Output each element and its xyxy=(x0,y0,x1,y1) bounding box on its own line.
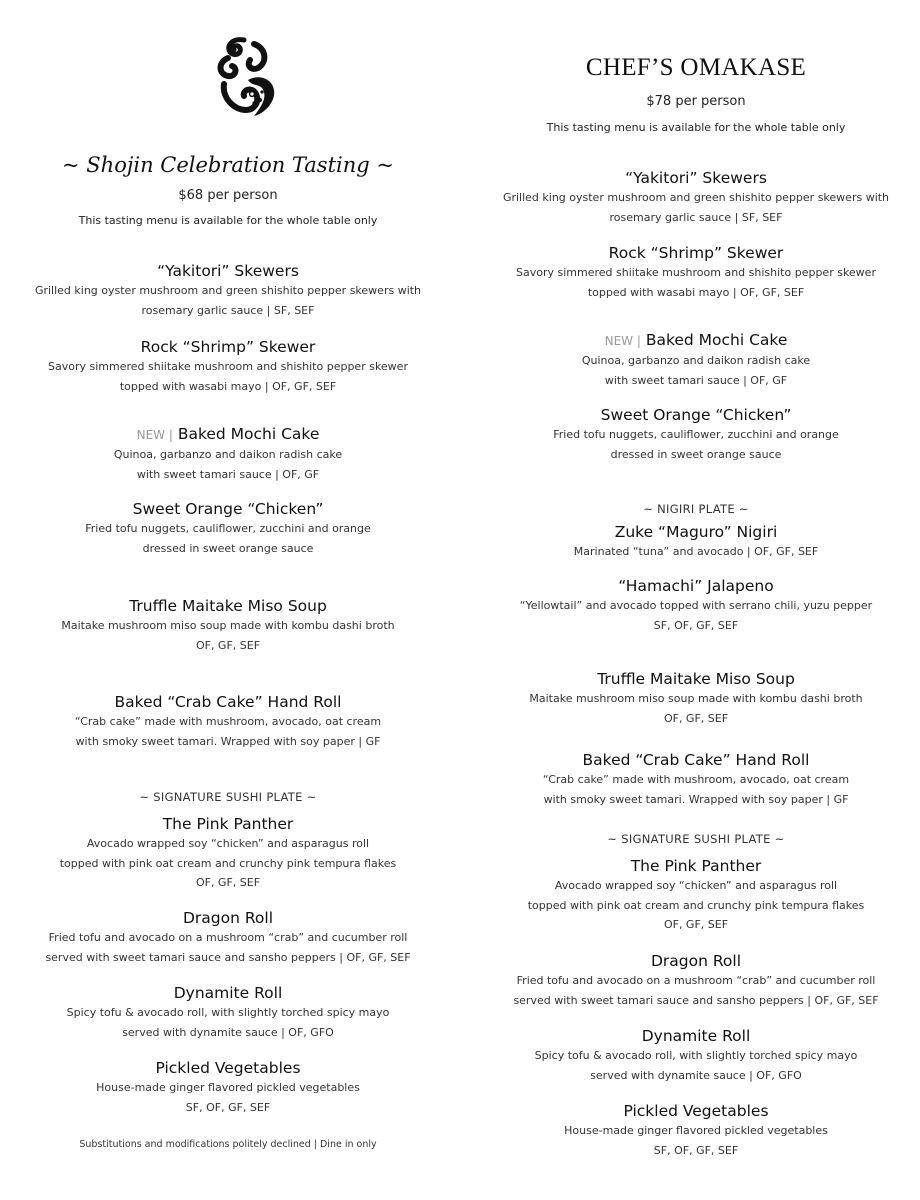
menu-item xyxy=(480,951,912,1010)
item-description: topped with pink oat cream and crunchy pink tempura flakes xyxy=(59,856,397,870)
item-description: Quinoa, garbanzo and daikon radish cake xyxy=(113,448,343,461)
item-name: The Pink Panther xyxy=(162,815,294,833)
item-description: OF, GF, SEF xyxy=(663,918,729,931)
menu-item xyxy=(480,576,912,635)
item-name: Pickled Vegetables xyxy=(155,1059,301,1077)
item-description: SF, OF, GF, SEF xyxy=(653,1143,739,1157)
item-description: OF, GF, SEF xyxy=(195,638,261,652)
menu-item xyxy=(480,856,912,935)
item-name: Truffle Maitake Miso Soup xyxy=(597,670,795,688)
item-description: Maitake mushroom miso soup made with kombu dashi broth xyxy=(61,619,395,632)
menu-item xyxy=(18,261,438,320)
menu-note: This tasting menu is available for the whole table only xyxy=(546,121,846,134)
item-description: Fried tofu nuggets, cauliflower, zucchini and orange xyxy=(85,522,371,535)
item-description: with sweet tamari sauce | OF, GF xyxy=(136,467,320,481)
item-description: Savory simmered shiitake mushroom and shishito pepper skewer xyxy=(516,266,876,279)
item-name: Dynamite Roll xyxy=(641,1027,751,1045)
item-description: dressed in sweet orange sauce xyxy=(142,541,314,555)
item-description: with sweet tamari sauce | OF, GF xyxy=(604,373,788,387)
item-name: Dynamite Roll xyxy=(173,984,283,1002)
menu-item xyxy=(480,405,912,464)
menu-price: $68 per person xyxy=(178,188,278,203)
menu-price: $78 per person xyxy=(646,94,746,109)
menu-item xyxy=(18,908,438,967)
item-description: SF, OF, GF, SEF xyxy=(185,1100,271,1114)
item-description: rosemary garlic sauce | SF, SEF xyxy=(141,303,315,317)
section-heading-sushi: ~ SIGNATURE SUSHI PLATE ~ xyxy=(139,790,317,804)
menu-item xyxy=(18,983,438,1042)
item-description: “Crab cake” made with mushroom, avocado, oat cream xyxy=(74,715,382,728)
menu-title: CHEF’S OMAKASE xyxy=(585,54,807,81)
restaurant-logo-icon xyxy=(214,36,280,118)
menu-item xyxy=(480,522,912,562)
item-description: “Yellowtail” and avocado topped with serrano chili, yuzu pepper xyxy=(519,599,873,612)
section-heading-nigiri: ~ NIGIRI PLATE ~ xyxy=(643,502,749,516)
item-description: served with dynamite sauce | OF, GFO xyxy=(590,1068,802,1082)
menu-item xyxy=(480,168,912,227)
item-name: The Pink Panther xyxy=(630,857,762,875)
item-description: Savory simmered shiitake mushroom and shishito pepper skewer xyxy=(48,360,408,373)
item-description: Fried tofu and avocado on a mushroom “crab” and cucumber roll xyxy=(516,974,876,987)
item-name: “Yakitori” Skewers xyxy=(157,262,299,280)
item-name: Rock “Shrimp” Skewer xyxy=(140,338,316,356)
item-name: Dragon Roll xyxy=(182,909,274,927)
menu-item xyxy=(18,692,438,751)
item-description: Fried tofu nuggets, cauliflower, zucchini and orange xyxy=(553,428,839,441)
item-description: dressed in sweet orange sauce xyxy=(610,447,782,461)
menu-item xyxy=(480,330,912,390)
item-name: Rock “Shrimp” Skewer xyxy=(608,244,784,262)
item-description: Avocado wrapped soy “chicken” and asparagus roll xyxy=(554,879,838,892)
new-badge: NEW | xyxy=(136,428,173,442)
item-name: Zuke “Maguro” Nigiri xyxy=(614,523,778,541)
item-description: topped with pink oat cream and crunchy pink tempura flakes xyxy=(527,898,865,912)
section-heading-sushi: ~ SIGNATURE SUSHI PLATE ~ xyxy=(607,832,785,846)
item-description: Spicy tofu & avocado roll, with slightly torched spicy mayo xyxy=(534,1049,858,1062)
item-name: Baked “Crab Cake” Hand Roll xyxy=(114,693,342,711)
item-name: Baked Mochi Cake xyxy=(177,425,320,443)
menu-footer: Substitutions and modifications politely declined | Dine in only xyxy=(79,1139,377,1150)
item-name: Truffle Maitake Miso Soup xyxy=(129,597,327,615)
menu-item xyxy=(18,814,438,893)
item-description: “Crab cake” made with mushroom, avocado, oat cream xyxy=(542,773,850,786)
menu-item xyxy=(18,499,438,558)
item-description: Marinated “tuna” and avocado | OF, GF, SEF xyxy=(573,545,819,558)
item-description: served with dynamite sauce | OF, GFO xyxy=(122,1025,334,1039)
item-description: Fried tofu and avocado on a mushroom “crab” and cucumber roll xyxy=(48,931,408,944)
menu-item xyxy=(480,669,912,728)
item-description: Grilled king oyster mushroom and green shishito pepper skewers with xyxy=(34,284,422,297)
item-description: OF, GF, SEF xyxy=(663,711,729,725)
item-description: Quinoa, garbanzo and daikon radish cake xyxy=(581,354,811,367)
item-description: Spicy tofu & avocado roll, with slightly torched spicy mayo xyxy=(66,1006,390,1019)
item-description: House-made ginger flavored pickled vegetables xyxy=(96,1081,360,1094)
item-description: served with sweet tamari sauce and sansho peppers | OF, GF, SEF xyxy=(513,993,879,1007)
item-name: Sweet Orange “Chicken” xyxy=(600,406,792,424)
item-description: topped with wasabi mayo | OF, GF, SEF xyxy=(119,379,337,393)
item-name: “Hamachi” Jalapeno xyxy=(618,577,774,595)
item-name: Pickled Vegetables xyxy=(623,1102,769,1120)
menu-item xyxy=(480,243,912,302)
item-description: House-made ginger flavored pickled vegetables xyxy=(564,1124,828,1137)
item-description: SF, OF, GF, SEF xyxy=(653,618,739,632)
new-badge: NEW | xyxy=(604,334,641,348)
item-description: Avocado wrapped soy “chicken” and asparagus roll xyxy=(86,837,370,850)
item-description: OF, GF, SEF xyxy=(195,876,261,889)
item-description: topped with wasabi mayo | OF, GF, SEF xyxy=(587,285,805,299)
item-name: “Yakitori” Skewers xyxy=(625,169,767,187)
item-description: Maitake mushroom miso soup made with kombu dashi broth xyxy=(529,692,863,705)
menu-item xyxy=(480,1101,912,1160)
item-description: rosemary garlic sauce | SF, SEF xyxy=(609,210,783,224)
menu-item xyxy=(18,1058,438,1117)
item-name: Dragon Roll xyxy=(650,952,742,970)
menu-title: ~ Shojin Celebration Tasting ~ xyxy=(62,153,394,177)
menu-note: This tasting menu is available for the whole table only xyxy=(78,214,378,227)
menu-item xyxy=(480,750,912,809)
item-description: with smoky sweet tamari. Wrapped with soy paper | GF xyxy=(543,792,849,806)
menu-item xyxy=(18,337,438,396)
menu-item xyxy=(18,596,438,655)
menu-item xyxy=(480,1026,912,1085)
menu-item xyxy=(18,424,438,484)
item-name: Baked “Crab Cake” Hand Roll xyxy=(582,751,810,769)
item-description: Grilled king oyster mushroom and green shishito pepper skewers with xyxy=(502,191,890,204)
item-description: with smoky sweet tamari. Wrapped with soy paper | GF xyxy=(75,734,381,748)
item-name: Baked Mochi Cake xyxy=(645,331,788,349)
item-description: served with sweet tamari sauce and sansho peppers | OF, GF, SEF xyxy=(45,950,411,964)
item-name: Sweet Orange “Chicken” xyxy=(132,500,324,518)
